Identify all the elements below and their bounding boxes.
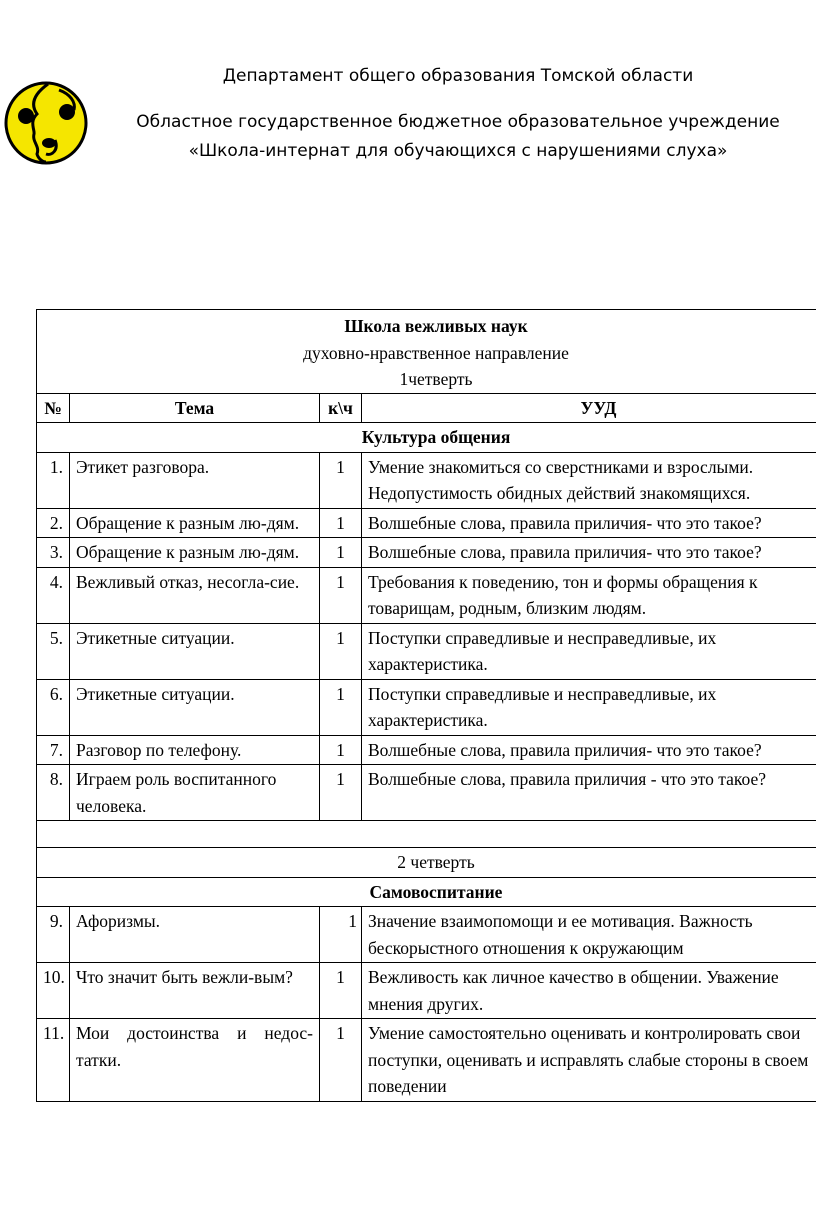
row-num: 1. xyxy=(37,452,70,508)
row-hours: 1 xyxy=(320,452,362,508)
row-num: 8. xyxy=(37,765,70,821)
row-topic: Этикетные ситуации. xyxy=(70,679,320,735)
table-row xyxy=(37,1019,816,1102)
row-num: 7. xyxy=(37,735,70,765)
row-topic: Разговор по телефону. xyxy=(70,735,320,765)
quarter-1-label: 1четверть xyxy=(399,369,473,389)
row-num: 4. xyxy=(37,567,70,623)
plan-direction: духовно-нравственное направление xyxy=(303,342,569,363)
row-uud: Волшебные слова, правила приличия - что это такое? xyxy=(362,765,816,821)
row-hours: 1 xyxy=(320,907,362,963)
table-row xyxy=(37,538,816,568)
blank-row xyxy=(37,821,816,848)
row-num: 5. xyxy=(37,623,70,679)
table-row xyxy=(37,679,816,735)
row-topic: Этикет разговора. xyxy=(70,452,320,508)
row-uud: Умение знакомиться со сверстниками и взрослыми. Недопустимость обидных действий знакомящихся. xyxy=(362,452,816,508)
row-uud: Вежливость как личное качество в общении. Уважение мнения других. xyxy=(362,963,816,1019)
row-uud: Волшебные слова, правила приличия- что это такое? xyxy=(362,508,816,538)
row-hours: 1 xyxy=(320,1019,362,1102)
row-hours: 1 xyxy=(320,567,362,623)
row-topic: Афоризмы. xyxy=(70,907,320,963)
row-uud: Поступки справедливые и несправедливые, их характеристика. xyxy=(362,679,816,735)
row-topic: Играем роль воспитанного человека. xyxy=(70,765,320,821)
department-name: Департамент общего образования Томской области xyxy=(222,66,694,86)
row-topic: Вежливый отказ, несогла-сие. xyxy=(70,567,320,623)
lesson-plan-table xyxy=(36,309,816,1102)
institution-name-line1: Областное государственное бюджетное образовательное учреждение xyxy=(136,112,780,132)
row-hours: 1 xyxy=(320,623,362,679)
table-title-row xyxy=(37,310,816,394)
row-num: 10. xyxy=(37,963,70,1019)
section-title: Самовоспитание xyxy=(37,877,816,907)
row-uud: Волшебные слова, правила приличия- что это такое? xyxy=(362,538,816,568)
row-uud: Умение самостоятельно оценивать и контролировать свои поступки, оценивать и исправлять слабые стороны в своем поведении xyxy=(362,1019,816,1102)
institution-name-line2: «Школа-интернат для обучающихся с нарушениями слуха» xyxy=(188,141,728,161)
column-header-hours: к\ч xyxy=(320,393,362,423)
row-hours: 1 xyxy=(320,735,362,765)
row-topic: Этикетные ситуации. xyxy=(70,623,320,679)
row-uud: Значение взаимопомощи и ее мотивация. Важность бескорыстного отношения к окружающим xyxy=(362,907,816,963)
row-hours: 1 xyxy=(320,963,362,1019)
row-hours: 1 xyxy=(320,765,362,821)
row-num: 2. xyxy=(37,508,70,538)
row-uud: Поступки справедливые и несправедливые, их характеристика. xyxy=(362,623,816,679)
table-header-row xyxy=(37,393,816,423)
row-num: 3. xyxy=(37,538,70,568)
table-row xyxy=(37,567,816,623)
table-row xyxy=(37,735,816,765)
row-num: 6. xyxy=(37,679,70,735)
table-row xyxy=(37,907,816,963)
row-num: 9. xyxy=(37,907,70,963)
table-row xyxy=(37,452,816,508)
quarter-row xyxy=(37,848,816,878)
row-uud: Волшебные слова, правила приличия- что это такое? xyxy=(362,735,816,765)
row-topic: Что значит быть вежли-вым? xyxy=(70,963,320,1019)
table-row xyxy=(37,623,816,679)
table-row xyxy=(37,765,816,821)
section-title: Культура общения xyxy=(37,423,816,453)
row-hours: 1 xyxy=(320,538,362,568)
row-uud: Требования к поведению, тон и формы обращения к товарищам, родным, близким людям. xyxy=(362,567,816,623)
row-topic: Обращение к разным лю-дям. xyxy=(70,538,320,568)
column-header-topic: Тема xyxy=(70,393,320,423)
column-header-uud: УУД xyxy=(362,393,816,423)
section-row xyxy=(37,423,816,453)
quarter-2-label: 2 четверть xyxy=(37,848,816,878)
row-hours: 1 xyxy=(320,679,362,735)
table-row xyxy=(37,963,816,1019)
school-logo-face-icon xyxy=(4,80,88,166)
row-hours: 1 xyxy=(320,508,362,538)
section-row xyxy=(37,877,816,907)
row-topic: Обращение к разным лю-дям. xyxy=(70,508,320,538)
row-num: 11. xyxy=(37,1019,70,1102)
plan-title: Школа вежливых наук xyxy=(344,316,528,336)
column-header-num: № xyxy=(37,393,70,423)
row-topic: Мои достоинства и недос-татки. xyxy=(70,1019,320,1102)
table-row xyxy=(37,508,816,538)
